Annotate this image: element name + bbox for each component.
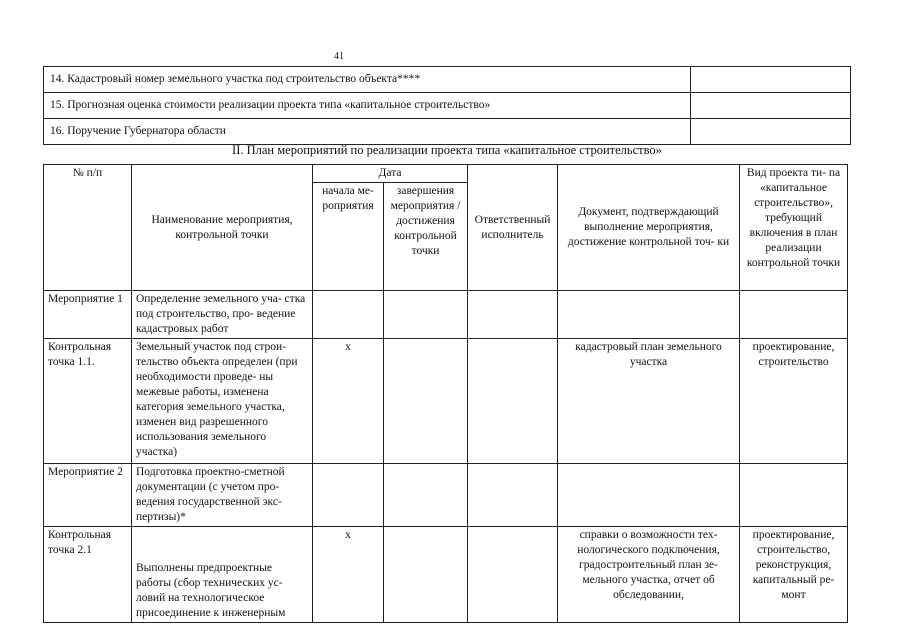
header-num: № п/п bbox=[44, 165, 132, 291]
cell-type bbox=[740, 291, 848, 339]
cell-document: справки о возможности тех- нологического подключения, градостроительный план зе- мельного участка, отчет об обследовании, bbox=[558, 527, 740, 623]
table-row bbox=[44, 291, 848, 339]
table-row bbox=[44, 339, 848, 464]
cell-type bbox=[740, 464, 848, 527]
cell-start: x bbox=[313, 339, 384, 464]
cell-end bbox=[384, 291, 468, 339]
cell-end bbox=[384, 464, 468, 527]
object-info-table bbox=[43, 66, 851, 145]
cell-document: кадастровый план земельного участка bbox=[558, 339, 740, 464]
cell-responsible bbox=[468, 339, 558, 464]
page-number: 41 bbox=[334, 51, 344, 62]
table-row bbox=[44, 67, 851, 93]
table-row bbox=[44, 527, 848, 623]
cell-num: Контрольная точка 1.1. bbox=[44, 339, 132, 464]
cell-responsible bbox=[468, 291, 558, 339]
header-project-type: Вид проекта ти- па «капитальное строительство», требующий включения в план реализации контрольной точки bbox=[740, 165, 848, 291]
row-value bbox=[691, 67, 851, 93]
table-row bbox=[44, 93, 851, 119]
row-label: 16. Поручение Губернатора области bbox=[44, 119, 691, 145]
plan-table bbox=[43, 164, 848, 623]
header-row bbox=[44, 165, 848, 183]
cell-responsible bbox=[468, 527, 558, 623]
cell-start: x bbox=[313, 527, 384, 623]
cell-type: проектирование, строительство, реконструкция, капитальный ре- монт bbox=[740, 527, 848, 623]
cell-num: Мероприятие 2 bbox=[44, 464, 132, 527]
cell-start bbox=[313, 464, 384, 527]
header-document: Документ, подтверждающий выполнение мероприятия, достижение контрольной точ- ки bbox=[558, 165, 740, 291]
header-name: Наименование мероприятия, контрольной точки bbox=[132, 165, 313, 291]
cell-document bbox=[558, 291, 740, 339]
cell-name: Земельный участок под строи- тельство объекта определен (при необходимости проведе- ны межевые работы, изменена категория земельного участка, изменен вид разрешенного использования земельного участка) bbox=[132, 339, 313, 464]
cell-name: Определение земельного уча- стка под строительство, про- ведение кадастровых работ bbox=[132, 291, 313, 339]
header-date: Дата bbox=[313, 165, 468, 183]
cell-type: проектирование, строительство bbox=[740, 339, 848, 464]
row-label: 14. Кадастровый номер земельного участка под строительство объекта**** bbox=[44, 67, 691, 93]
row-value bbox=[691, 119, 851, 145]
cell-num: Контрольная точка 2.1 bbox=[44, 527, 132, 623]
row-label: 15. Прогнозная оценка стоимости реализации проекта типа «капитальное строительство» bbox=[44, 93, 691, 119]
cell-num: Мероприятие 1 bbox=[44, 291, 132, 339]
cell-start bbox=[313, 291, 384, 339]
header-end-date: завершения мероприятия / достижения контрольной точки bbox=[384, 183, 468, 291]
row-value bbox=[691, 93, 851, 119]
cell-document bbox=[558, 464, 740, 527]
table-row bbox=[44, 464, 848, 527]
table-row bbox=[44, 119, 851, 145]
cell-end bbox=[384, 527, 468, 623]
cell-responsible bbox=[468, 464, 558, 527]
cell-name: Выполнены предпроектные работы (сбор технических ус- ловий на технологическое присоединение к инженерным bbox=[132, 527, 313, 623]
header-responsible: Ответственный исполнитель bbox=[468, 165, 558, 291]
cell-end bbox=[384, 339, 468, 464]
header-start-date: начала ме- роприятия bbox=[313, 183, 384, 291]
cell-name: Подготовка проектно-сметной документации (с учетом про- ведения государственной экс- пертизы)* bbox=[132, 464, 313, 527]
section-title: II. План мероприятий по реализации проекта типа «капитальное строительство» bbox=[232, 143, 662, 157]
